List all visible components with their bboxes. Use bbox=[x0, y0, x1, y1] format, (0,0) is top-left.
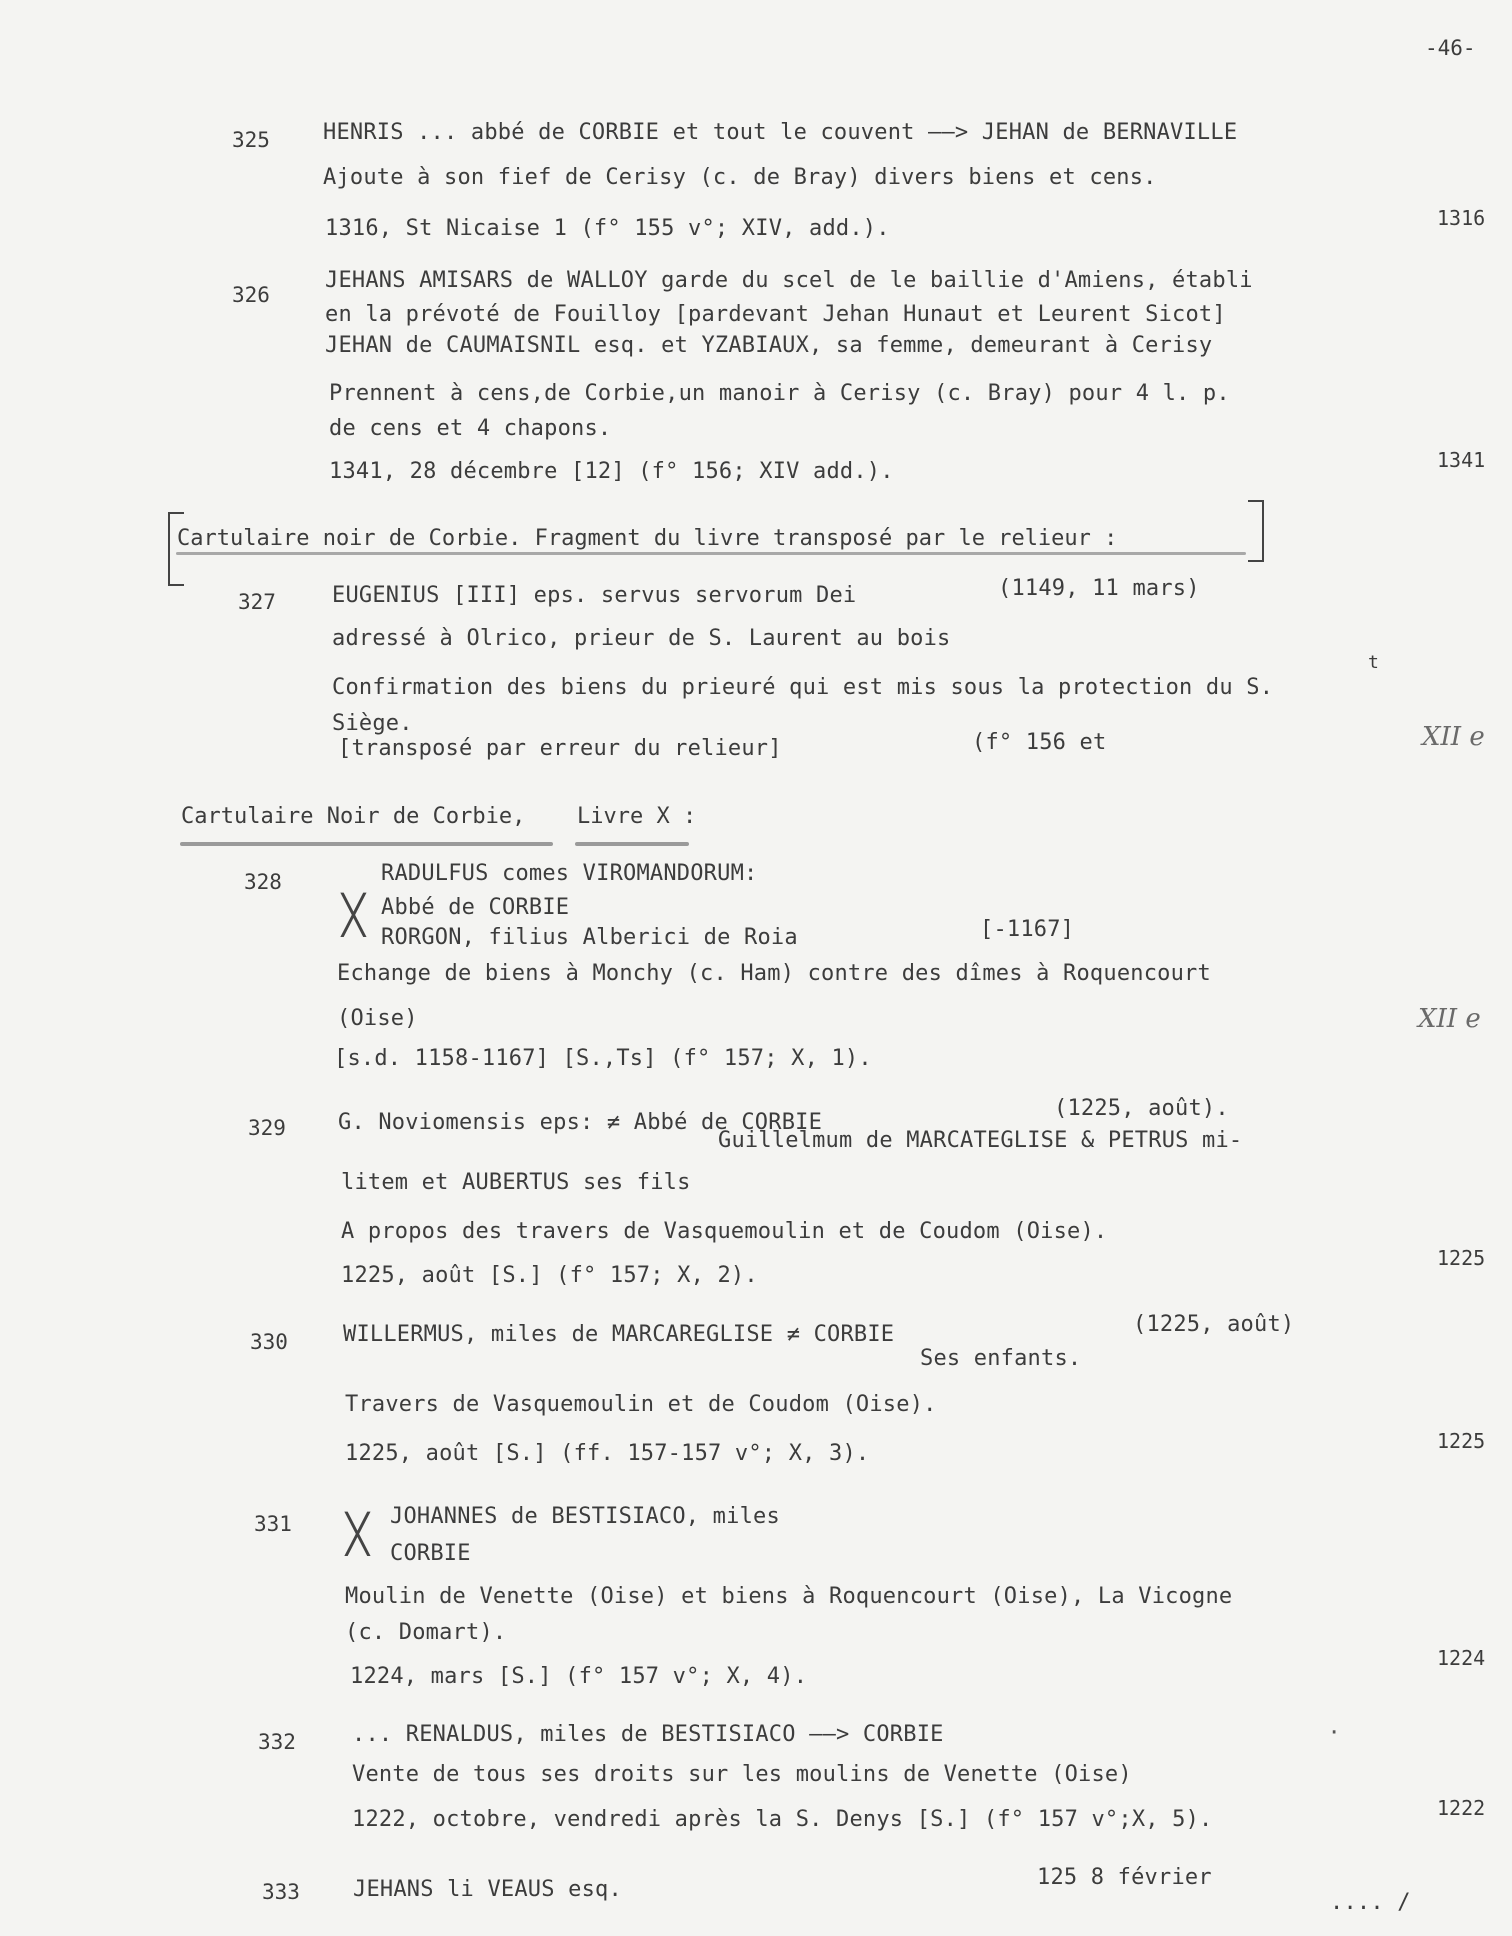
section-heading: Cartulaire noir de Corbie. Fragment du livre transposé par le relieur : bbox=[177, 526, 1118, 551]
section-underline bbox=[176, 552, 1246, 555]
entry-number: 333 bbox=[262, 1880, 300, 1904]
margin-year: 1225 bbox=[1437, 1429, 1486, 1453]
section-heading-2b: Livre X : bbox=[577, 804, 697, 829]
superscript-t: t bbox=[1368, 652, 1380, 673]
entry-summary-2: (Oise) bbox=[337, 1006, 418, 1031]
continuation-mark: .... / bbox=[1330, 1890, 1411, 1915]
entry-parties-3: JEHAN de CAUMAISNIL esq. et YZABIAUX, sa femme, demeurant à Cerisy bbox=[325, 333, 1213, 358]
dot-mark: · bbox=[1330, 1718, 1339, 1748]
entry-party-b: CORBIE bbox=[390, 1541, 471, 1566]
entry-summary: Moulin de Venette (Oise) et biens à Roquencourt (Oise), La Vicogne bbox=[345, 1584, 1233, 1609]
entry-date-ref: 1341, 28 décembre [12] (f° 156; XIV add.). bbox=[329, 459, 894, 484]
entry-number: 329 bbox=[248, 1116, 286, 1140]
entry-note: [transposé par erreur du relieur] bbox=[338, 736, 782, 761]
entry-number: 332 bbox=[258, 1730, 296, 1754]
margin-year: 1225 bbox=[1437, 1246, 1486, 1270]
entry-parties: WILLERMUS, miles de MARCAREGLISE ≠ CORBIE bbox=[343, 1322, 895, 1347]
entry-number: 327 bbox=[238, 590, 276, 614]
entry-number: 331 bbox=[254, 1512, 292, 1536]
entry-parties: RADULFUS comes VIROMANDORUM: bbox=[381, 861, 758, 886]
entry-date-ref: 1225, août [S.] (f° 157; X, 2). bbox=[341, 1263, 758, 1288]
entry-summary: Prennent à cens,de Corbie,un manoir à Cerisy (c. Bray) pour 4 l. p. bbox=[329, 381, 1230, 406]
entry-date-ref: 1316, St Nicaise 1 (f° 155 v°; XIV, add.). bbox=[325, 216, 890, 241]
entry-party-b: Ses enfants. bbox=[920, 1346, 1082, 1371]
entry-date-ref: 1225, août [S.] (ff. 157-157 v°; X, 3). bbox=[345, 1441, 870, 1466]
entry-summary-2: Siège. bbox=[332, 711, 413, 736]
entry-date-ref: [s.d. 1158-1167] [S.,Ts] (f° 157; X, 1). bbox=[334, 1046, 872, 1071]
entry-summary: Ajoute à son fief de Cerisy (c. de Bray) divers biens et cens. bbox=[323, 165, 1157, 190]
handwritten-century: XII e bbox=[1422, 722, 1485, 752]
entry-summary-2: de cens et 4 chapons. bbox=[329, 416, 612, 441]
entry-summary: Echange de biens à Monchy (c. Ham) contre des dîmes à Roquencourt bbox=[337, 961, 1211, 986]
section-underline-b bbox=[575, 842, 689, 846]
entry-date: (1225, août). bbox=[1054, 1096, 1229, 1121]
section-heading-2a: Cartulaire Noir de Corbie, bbox=[181, 804, 526, 829]
margin-year: 1316 bbox=[1437, 206, 1486, 230]
entry-party-a: Abbé de CORBIE bbox=[381, 895, 570, 920]
entry-parties-2: en la prévoté de Fouilloy [pardevant Jehan Hunaut et Leurent Sicot] bbox=[325, 302, 1226, 327]
entry-parties: JEHANS li VEAUS esq. bbox=[353, 1877, 622, 1902]
section-underline-a bbox=[180, 842, 553, 846]
entry-number: 325 bbox=[232, 128, 270, 152]
entry-date: (1225, août) bbox=[1133, 1312, 1295, 1337]
entry-summary: Vente de tous ses droits sur les moulins de Venette (Oise) bbox=[352, 1762, 1132, 1787]
entry-party-a: JOHANNES de BESTISIACO, miles bbox=[390, 1504, 780, 1529]
entry-parties: ... RENALDUS, miles de BESTISIACO ——> CORBIE bbox=[352, 1722, 944, 1747]
entry-number: 330 bbox=[250, 1330, 288, 1354]
cross-mark: ╳ bbox=[342, 893, 365, 937]
entry-date-ref: 1222, octobre, vendredi après la S. Denys [S.] (f° 157 v°;X, 5). bbox=[352, 1807, 1213, 1832]
entry-party-b: RORGON, filius Alberici de Roia bbox=[381, 925, 798, 950]
entry-parties: JEHANS AMISARS de WALLOY garde du scel de le baillie d'Amiens, établi bbox=[325, 268, 1253, 293]
entry-parties: HENRIS ... abbé de CORBIE et tout le couvent ——> JEHAN de BERNAVILLE bbox=[323, 120, 1238, 145]
entry-parties: EUGENIUS [III] eps. servus servorum Dei bbox=[332, 583, 857, 608]
entry-number: 326 bbox=[232, 283, 270, 307]
entry-party-b-2: litem et AUBERTUS ses fils bbox=[341, 1170, 691, 1195]
entry-date-ref: 1224, mars [S.] (f° 157 v°; X, 4). bbox=[350, 1664, 808, 1689]
entry-summary: Travers de Vasquemoulin et de Coudom (Oise). bbox=[345, 1392, 937, 1417]
entry-party-b: Guillelmum de MARCATEGLISE & PETRUS mi- bbox=[718, 1128, 1243, 1153]
entry-summary: A propos des travers de Vasquemoulin et de Coudom (Oise). bbox=[341, 1219, 1108, 1244]
margin-year: 1222 bbox=[1437, 1796, 1486, 1820]
entry-summary: Confirmation des biens du prieuré qui est mis sous la protection du S. bbox=[332, 675, 1274, 700]
section-bracket-right bbox=[1248, 500, 1264, 562]
margin-year: 1341 bbox=[1437, 448, 1486, 472]
entry-number: 328 bbox=[244, 870, 282, 894]
margin-year: 1224 bbox=[1437, 1646, 1486, 1670]
handwritten-century: XII e bbox=[1418, 1004, 1481, 1034]
entry-date: 125 8 février bbox=[1037, 1865, 1212, 1890]
entry-summary-2: (c. Domart). bbox=[345, 1620, 507, 1645]
page-number: -46- bbox=[1425, 36, 1476, 60]
cross-mark: ╳ bbox=[346, 1512, 369, 1556]
entry-date: [-1167] bbox=[980, 917, 1075, 942]
entry-ref: (f° 156 et bbox=[972, 730, 1107, 755]
entry-addressee: adressé à Olrico, prieur de S. Laurent au bois bbox=[332, 626, 951, 651]
entry-parties: G. Noviomensis eps: ≠ Abbé de CORBIE bbox=[338, 1110, 823, 1135]
entry-date: (1149, 11 mars) bbox=[998, 576, 1200, 601]
